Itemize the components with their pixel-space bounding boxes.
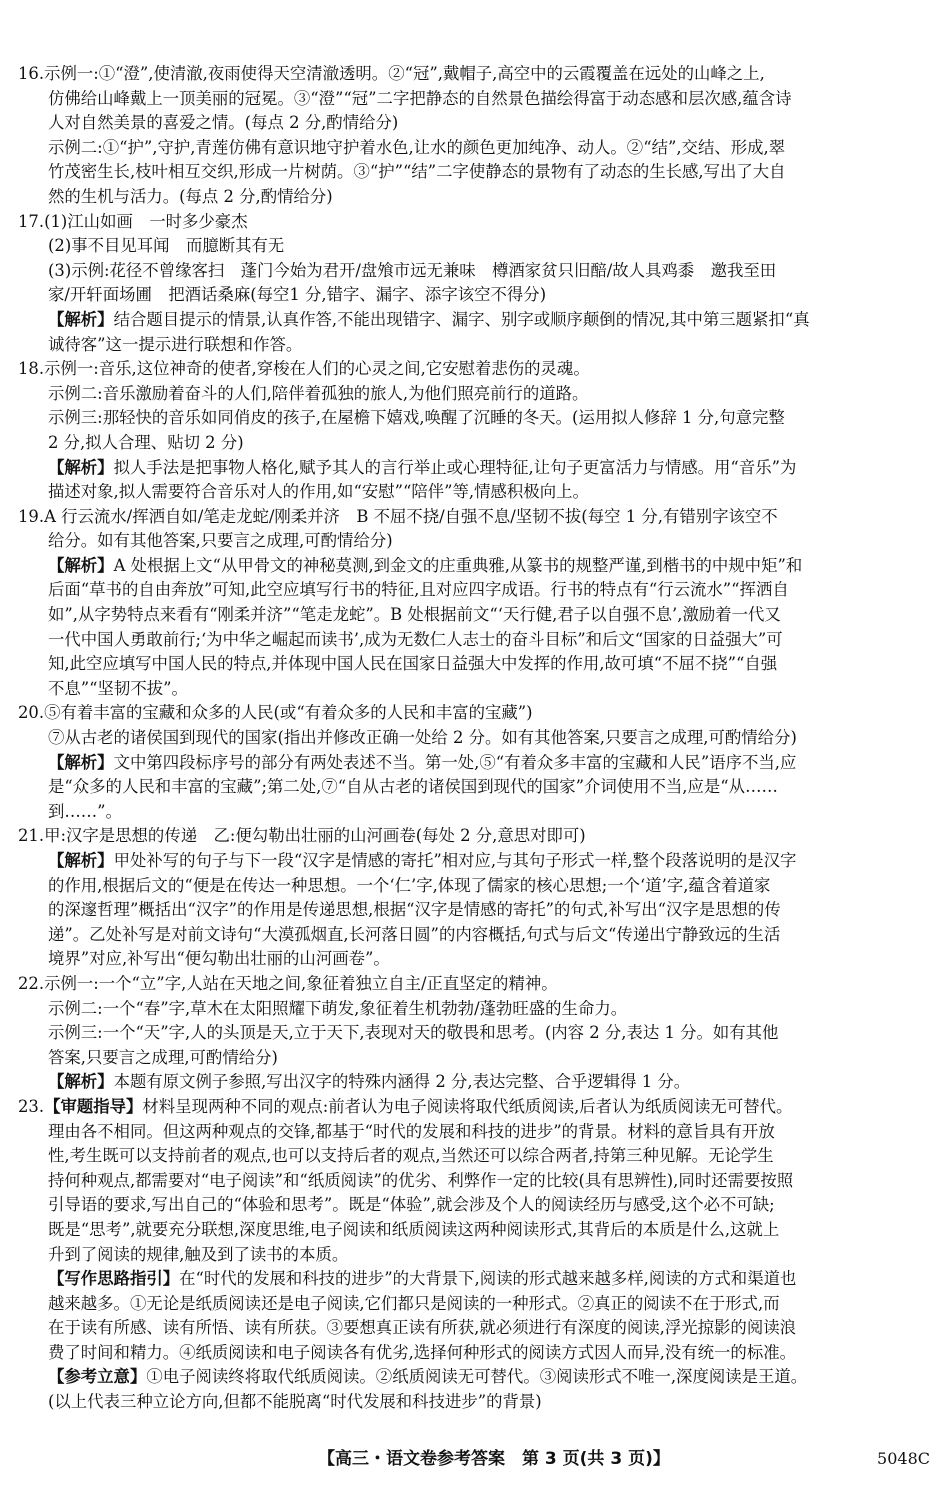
text-line xyxy=(18,1218,936,1243)
line-text: 描述对象,拟人需要符合音乐对人的作用,如“安慰”“陪伴”等,情感积极向上。 xyxy=(48,482,589,502)
line-text: 既是“思考”,就要充分联想,深度思维,电子阅读和纸质阅读这两种阅读形式,其背后的本质是什么,这就上 xyxy=(48,1219,780,1239)
text-line xyxy=(18,603,936,628)
text-line xyxy=(18,456,936,481)
text-line xyxy=(18,1390,936,1415)
text-line xyxy=(18,652,936,677)
line-text: 性,考生既可以支持前者的观点,也可以支持后者的观点,当然还可以综合两者,持第三种见解。无论学生 xyxy=(48,1146,774,1166)
line-text: 仿佛给山峰戴上一顶美丽的冠冕。③“澄”“冠”二字把静态的自然景色描绘得富于动态感和层次感,蕴含诗 xyxy=(48,88,792,108)
text-line xyxy=(18,1193,936,1218)
line-text: 22.示例一:一个“立”字,人站在天地之间,象征着独立自主/正直坚定的精神。 xyxy=(18,973,558,993)
footer-title: 【高三・语文卷参考答案 第 3 页(共 3 页)】 xyxy=(318,1449,670,1469)
line-text: 16.示例一:①“澄”,使清澈,夜雨使得天空清澈透明。②“冠”,戴帽子,高空中的云霞覆盖在远处的山峰之上, xyxy=(18,64,765,83)
text-line xyxy=(18,1144,936,1169)
section-tag: 【解析】 xyxy=(48,309,114,329)
text-line xyxy=(18,1365,936,1390)
line-text: 拟人手法是把事物人格化,赋予其人的言行举止或心理特征,让句子更富活力与情感。用“音乐”为 xyxy=(113,457,797,477)
text-line xyxy=(18,234,936,259)
text-line xyxy=(18,923,936,948)
line-text: 然的生机与活力。(每点 2 分,酌情给分) xyxy=(48,186,333,206)
line-text: 的作用,根据后文的“便是在传达一种思想。一个‘仁’字,体现了儒家的核心思想;一个‘道’字,蕴含着道家 xyxy=(48,875,771,895)
line-text: 费了时间和精力。④纸质阅读和电子阅读各有优劣,选择何种形式的阅读方式因人而异,没有统一的标准。 xyxy=(48,1342,796,1362)
line-text: 如”,从字势特点来看有“刚柔并济”“笔走龙蛇”。B 处根据前文“‘天行健,君子以自强不息’,激励着一代又 xyxy=(48,605,781,625)
text-line xyxy=(18,1341,936,1366)
line-text: 在“时代的发展和科技的进步”的大背景下,阅读的形式越来越多样,阅读的方式和渠道也 xyxy=(179,1269,797,1289)
line-text: 境界”对应,补写出“便勾勒出壮丽的山河画卷”。 xyxy=(48,949,390,969)
line-text: ⑦从古老的诸侯国到现代的国家(指出并修改正确一处给 2 分。如有其他答案,只要言之成理,可酌情给分) xyxy=(48,728,797,748)
line-text: 材料呈现两种不同的观点:前者认为电子阅读将取代纸质阅读,后者认为纸质阅读无可替代。 xyxy=(142,1096,793,1116)
text-line xyxy=(18,874,936,899)
text-line xyxy=(18,824,936,849)
text-line xyxy=(18,947,936,972)
text-line xyxy=(18,726,936,751)
line-text: 在于读有所感、读有所悟、读有所获。③要想真正读有所获,就必须进行有深度的阅读,浮光掠影的阅读浪 xyxy=(48,1318,796,1338)
text-line xyxy=(18,751,936,776)
line-text: ①电子阅读终将取代纸质阅读。②纸质阅读无可替代。③阅读形式不唯一,深度阅读是王道。 xyxy=(146,1367,808,1387)
text-line xyxy=(18,529,936,554)
line-text: 理由各不相同。但这两种观点的交锋,都基于“时代的发展和科技的进步”的背景。材料的意旨具有开放 xyxy=(48,1121,775,1141)
text-line xyxy=(18,480,936,505)
section-tag: 【解析】 xyxy=(48,1072,114,1092)
text-line xyxy=(18,1095,936,1120)
line-text: 21.甲:汉字是思想的传递 乙:便勾勒出壮丽的山河画卷(每处 2 分,意思对即可) xyxy=(18,826,586,846)
line-text: 知,此空应填写中国人民的特点,并体现中国人民在国家日益强大中发挥的作用,故可填“不屈不挠”“自强 xyxy=(48,654,778,674)
line-text: 17.(1)江山如画 一时多少豪杰 xyxy=(18,211,248,231)
text-line xyxy=(18,210,936,235)
line-text: 递”。乙处补写是对前文诗句“大漠孤烟直,长河落日圆”的内容概括,句式与后文“传递出宁静致远的生活 xyxy=(48,924,781,944)
line-text: 人对自然美景的喜爱之情。(每点 2 分,酌情给分) xyxy=(48,113,399,133)
text-line xyxy=(18,898,936,923)
line-text: 文中第四段标序号的部分有两处表述不当。第一处,⑤“有着众多丰富的宝藏和人民”语序不当,应 xyxy=(113,752,797,772)
text-line xyxy=(18,1169,936,1194)
line-text: 本题有原文例子参照,写出汉字的特殊内涵得 2 分,表达完整、合乎逻辑得 1 分。 xyxy=(113,1072,691,1092)
text-line xyxy=(18,1292,936,1317)
text-line xyxy=(18,972,936,997)
text-line xyxy=(18,87,936,112)
text-line xyxy=(18,1046,936,1071)
line-text: 示例二:音乐激励着奋斗的人们,陪伴着孤独的旅人,为他们照亮前行的道路。 xyxy=(48,383,589,403)
line-text: 19.A 行云流水/挥洒自如/笔走龙蛇/刚柔并济 B 不屈不挠/自强不息/坚韧不拔(每空 1 分,有错别字该空不 xyxy=(18,506,778,526)
line-text: 引导语的要求,写出自己的“体验和思考”。既是“体验”,就会涉及个人的阅读经历与感受,这个必不可缺; xyxy=(48,1195,775,1215)
text-line xyxy=(18,997,936,1022)
text-line xyxy=(18,1267,936,1292)
text-line xyxy=(18,701,936,726)
text-line xyxy=(18,357,936,382)
text-line xyxy=(18,136,936,161)
answer-key-document xyxy=(18,62,936,1415)
text-line xyxy=(18,382,936,407)
line-text: 一代中国人勇敢前行;‘为中华之崛起而读书’,成为无数仁人志士的奋斗目标”和后文“国家的日益强大”可 xyxy=(48,629,783,649)
text-line xyxy=(18,111,936,136)
text-line xyxy=(18,554,936,579)
line-text: A 处根据上文“从甲骨文的神秘莫测,到金文的庄重典雅,从篆书的规整严谨,到楷书的中规中矩”和 xyxy=(113,555,803,575)
section-tag: 【解析】 xyxy=(48,851,114,870)
line-text: 后面“草书的自由奔放”可知,此空应填写行书的特征,且对应四字成语。行书的特点有“行云流水”“挥洒自 xyxy=(48,580,789,600)
document-code: 5048C xyxy=(877,1449,930,1468)
line-text: 家/开轩面场圃 把酒话桑麻(每空1 分,错字、漏字、添字该空不得分) xyxy=(48,285,547,305)
section-tag: 【解析】 xyxy=(48,555,114,575)
line-text: 是“众多的人民和丰富的宝藏”;第二处,⑦“自从古老的诸侯国到现代的国家”介词使用不当,应是“从…… xyxy=(48,777,778,797)
line-text: 示例三:那轻快的音乐如同俏皮的孩子,在屋檐下嬉戏,唤醒了沉睡的冬天。(运用拟人修辞 1 分,句意完整 xyxy=(48,408,785,428)
text-line xyxy=(18,62,936,87)
text-line xyxy=(18,578,936,603)
text-line xyxy=(18,308,936,333)
line-text: 示例二:一个“春”字,草木在太阳照耀下萌发,象征着生机勃勃/蓬勃旺盛的生命力。 xyxy=(48,998,628,1018)
line-text: 18.示例一:音乐,这位神奇的使者,穿梭在人们的心灵之间,它安慰着悲伤的灵魂。 xyxy=(18,359,590,379)
text-line xyxy=(18,677,936,702)
text-line xyxy=(18,259,936,284)
question-number: 23. xyxy=(18,1096,45,1116)
line-text: 20.⑤有着丰富的宝藏和众多的人民(或“有着众多的人民和丰富的宝藏”) xyxy=(18,703,533,723)
line-text: 竹茂密生长,枝叶相互交织,形成一片树荫。③“护”“结”二字使静态的景物有了动态的生长感,写出了大自 xyxy=(48,162,786,182)
text-line xyxy=(18,1070,936,1095)
section-tag: 【审题指导】 xyxy=(44,1096,143,1116)
line-text: 结合题目提示的情景,认真作答,不能出现错字、漏字、别字或顺序颠倒的情况,其中第三题紧扣“真 xyxy=(113,309,810,329)
line-text: 的深邃哲理”概括出“汉字”的作用是传递思想,根据“汉字是情感的寄托”的句式,补写出“汉字是思想的传 xyxy=(48,900,781,920)
section-tag: 【解析】 xyxy=(48,752,114,772)
line-text: 到……”。 xyxy=(48,801,122,821)
text-line xyxy=(18,775,936,800)
text-line xyxy=(18,185,936,210)
text-line xyxy=(18,1120,936,1145)
text-line xyxy=(18,333,936,358)
line-text: 持何种观点,都需要对“电子阅读”和“纸质阅读”的优劣、利弊作一定的比较(具有思辨性),同时还需要按照 xyxy=(48,1170,794,1190)
text-line xyxy=(18,800,936,825)
text-line xyxy=(18,283,936,308)
line-text: 示例三:一个“天”字,人的头顶是天,立于天下,表现对天的敬畏和思考。(内容 2 分,表达 1 分。如有其他 xyxy=(48,1023,779,1043)
page-footer xyxy=(0,1447,950,1473)
section-tag: 【写作思路指引】 xyxy=(48,1269,180,1289)
line-text: 答案,只要言之成理,可酌情给分) xyxy=(48,1047,278,1067)
line-text: 示例二:①“护”,守护,青莲仿佛有意识地守护着水色,让水的颜色更加纯净、动人。②“结”,交结、形成,翠 xyxy=(48,137,786,157)
line-text: 2 分,拟人合理、贴切 2 分) xyxy=(48,432,244,452)
line-text: 诚待客”这一提示进行联想和作答。 xyxy=(48,334,303,354)
line-text: 不息”“坚韧不拔”。 xyxy=(48,678,188,698)
line-text: 给分。如有其他答案,只要言之成理,可酌情给分) xyxy=(48,531,393,551)
line-text: (3)示例:花径不曾缘客扫 蓬门今始为君开/盘飧市远无兼味 樽酒家贫只旧醅/故人具鸡黍 邀我至田 xyxy=(48,260,777,280)
text-line xyxy=(18,160,936,185)
line-text: 升到了阅读的规律,触及到了读书的本质。 xyxy=(48,1244,349,1264)
line-text: 甲处补写的句子与下一段“汉字是情感的寄托”相对应,与其句子形式一样,整个段落说明的是汉字 xyxy=(113,851,797,870)
text-line xyxy=(18,505,936,530)
text-line xyxy=(18,628,936,653)
line-text: (以上代表三种立论方向,但都不能脱离“时代发展和科技进步”的背景) xyxy=(48,1392,542,1412)
section-tag: 【解析】 xyxy=(48,457,114,477)
text-line xyxy=(18,431,936,456)
line-text: 越来越多。①无论是纸质阅读还是电子阅读,它们都只是阅读的一种形式。②真正的阅读不在于形式,而 xyxy=(48,1293,780,1313)
text-line xyxy=(18,849,936,874)
text-line xyxy=(18,1243,936,1268)
line-text: (2)事不目见耳闻 而臆断其有无 xyxy=(48,236,285,256)
text-line xyxy=(18,1021,936,1046)
text-line xyxy=(18,1316,936,1341)
text-line xyxy=(18,406,936,431)
section-tag: 【参考立意】 xyxy=(48,1367,147,1387)
